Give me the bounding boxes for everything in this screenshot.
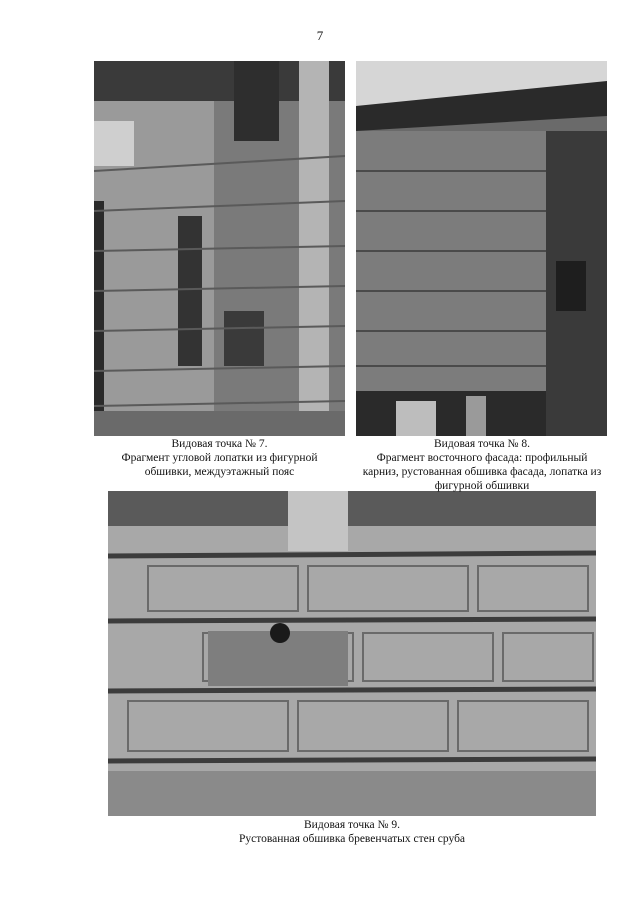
caption-viewpoint-7	[94, 437, 345, 479]
photo-viewpoint-8	[356, 61, 607, 436]
caption-line: обшивки, междуэтажный пояс	[144, 466, 295, 478]
caption-title: Видовая точка № 7.	[171, 438, 268, 450]
page-number: 7	[316, 28, 324, 43]
caption-line: карниз, рустованная обшивка фасада, лопатка из	[362, 466, 602, 478]
caption-line: Рустованная обшивка бревенчатых стен сруба	[238, 833, 466, 845]
caption-viewpoint-8	[346, 437, 618, 493]
caption-viewpoint-9	[108, 818, 596, 846]
photo-viewpoint-9	[108, 491, 596, 816]
caption-title: Видовая точка № 9.	[304, 819, 400, 831]
caption-title: Видовая точка № 8.	[434, 438, 530, 450]
photo-viewpoint-7	[94, 61, 345, 436]
caption-line: Фрагмент восточного фасада: профильный	[376, 452, 588, 464]
caption-line: фигурной обшивки	[434, 480, 530, 492]
caption-line: Фрагмент угловой лопатки из фигурной	[121, 452, 318, 464]
